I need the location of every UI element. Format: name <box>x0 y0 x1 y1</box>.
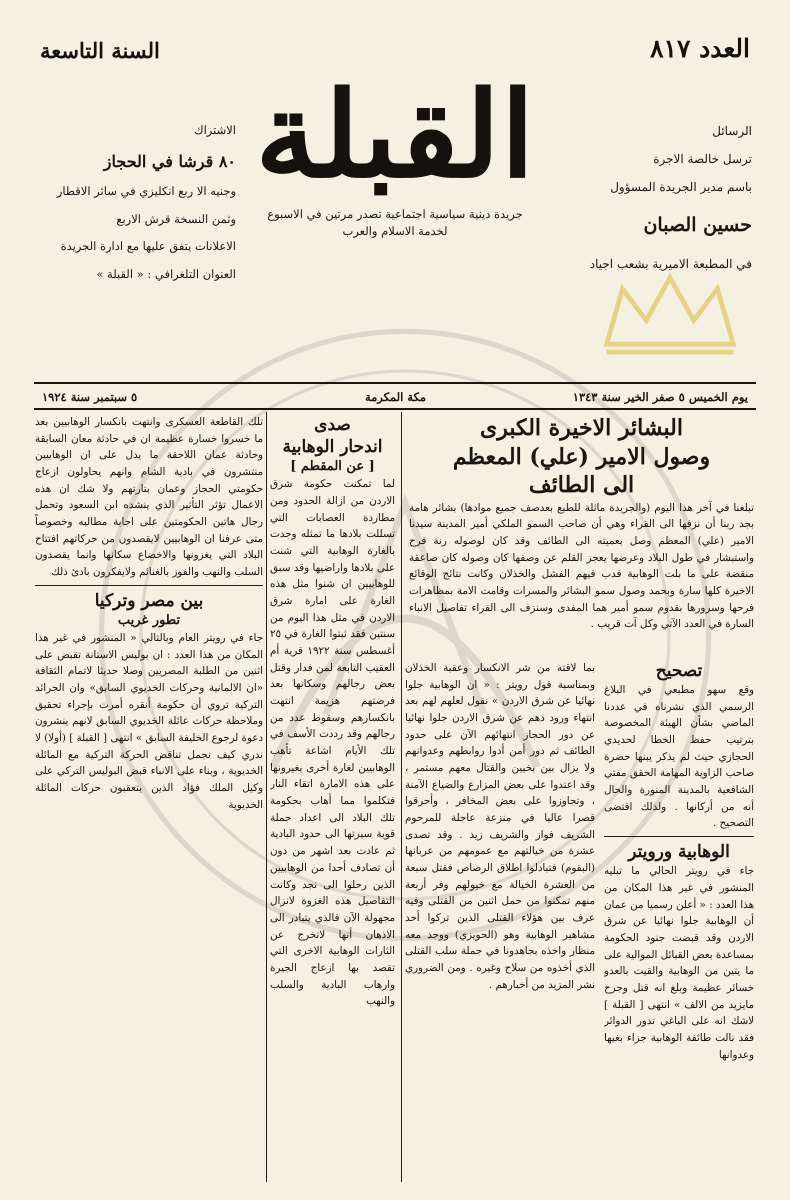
sub-copy-price: وثمن النسخة قرش الاربع <box>116 211 236 226</box>
info-letters: الرسائل <box>712 124 752 138</box>
lead-headline-3: الى الطائف <box>528 472 635 499</box>
column-divider <box>401 412 402 1182</box>
sub-heading: الاشتراك <box>194 123 236 137</box>
divider <box>35 585 263 586</box>
dateline-gregorian: ٥ سبتمبر سنة ١٩٢٤ <box>42 390 138 404</box>
lead-headline-1: البشائر الاخيرة الكبرى <box>480 415 683 441</box>
sub-telegraph: العنوان التلغرافي : « القبلة » <box>96 266 236 281</box>
reuters-headline: الوهابية ورويتر <box>628 842 730 863</box>
lead-body: تبلغنا في آخر هذا اليوم (والجريدة ماثلة للطبع بعدصف جميع موادها) بشائر هامة بجد ربنا أن نزفها الى القراء وهي أن صاحب السمو الملكي أمير المدينة سيدنا الامير (علي) المعظم وصل بعميته الى الطائف وقد كان لوصوله رنة فرح واستبشار في طول البلاد وعرضها يعجز القلم عن وصفها كان وصوله كان صاعقة منقضة على ما بلت الوهابية فدب فيهم الفشل والخذلان وكانت نتائج الوقائع الاخيرة كلها سارة وبحمد وصول سمو البشائر والمسرات وقامت الامة بمظاهرات فرحها وسرورها بقدوم سمو أمير هما المفدى وسنزف الى القراء تفاصيل الانباء السارة في العدد الآتي وكل آت قريب . <box>409 501 754 631</box>
echo-source: [ عن المقطم ] <box>290 459 375 475</box>
subtitle-line-1: جريدة دينية سياسية اجتماعية تصدر مرتين في الاسبوع <box>267 207 523 221</box>
echo-headline-2: اندحار الوهابية <box>282 437 383 458</box>
newspaper-title: القبلة <box>255 65 535 204</box>
col3-top-body: تلك القاطعة العسكرى وانتهت بانكسار الوهابيين بعد ما خسروا خسارة عظيمة ان في حادثة معان السابقة وحادثة عمان اللاحقة ما يدل على ان الوهابيين منتشرون في بادية الشام وانهم يحاولون ازعاج حكومتي الحجاز وعمان بتارتهم ولا شك ان هذه الاعمال تؤثر التأثير الذي ينشده ابن السعود وتحمل رجال هاتين الحكومتين على اجابة مطالبه وخصوصاً متى عرفنا ان الوهابيين لايقصدون من حركاتهم افتتاح البلاد التي يغزونها والاخضاع سكانها وانما يقصدون السلب والنهب والفوز بالغنائم ولايفكرون بادئ ذلك <box>35 416 263 579</box>
egypt-turkey-subheadline: تطور غريب <box>117 612 181 628</box>
egypt-turkey-body: جاء في رويتر العام وبالتالي « المنشور في غير هذا المكان من هذا العدد : ان بوليس الاستانة تقبض على اثنين من الطلبة المصريين وصلا حديثا لاتمام الثقافة «ان الالمانية وحركات الخديوي السابق» وان الجرائد التركية تروي أن حكومة أنقره أمرت بإجراء تحقيق وملاحظة حركات عائلة الخديوي السابق لانهم ينشرون دعوة لرجوع الخليفة السابق » انتهى [ القبلة ] (أولا) لا ندري كيف نجمل تناقض الحركة التركية مع المائلة الخديوية ، وبناء على الانباء قبض البوليس التركي على وكيل الملك فؤاد الذين يتعقبون حركات المائلة الخديوية <box>35 632 263 811</box>
continuation-body: بما لاقته من شر الانكسار وعقبة الخذلان وبمناسبة قول رويتر : « ان الوهابية جلوا نهائيا عن شرق الاردن » نقول لعلهم لهم بعد انتهاء ورود دهم عن شرق الاردن جلوا نهائيا عن دور الحجاز انتهائهم الآن على حدود الطائف ثم دور أمن أدوا روابطهم وعدوانهم ولا يزال بين بخيين والقتال معهم مستمر ، وقد اعتدوا على بعض المزارع والضياع الآمنة ، وتجاوزوا على بعض المخافر ، وأحرقوا قصرا عاليا في منزعة عاجلة للمرحوم الشريف فواز والشريف زيد . وقد تصدى عشرة من خيالتهم مع عمومهم من عربانها (البقوم) فتبادلوا اطلاق الرصاص فقتل سبعة من العشرة الخيالة مع خيولهم وفر أربعة منهم تمكنوا من حمل اثنين من القتلى وفيه عرف بين هؤلاء القتلى الذين تركوا أحد مشاهير الوهابية وهو (الحويزي) ووجد معه منظار واخذه بجاهدونا في جملة سلب القتلى الذي أخذوه من سلاح وغيره . ومن الضروري نشر المزيد من أخبارهم . <box>405 662 595 991</box>
editor-name: حسين الصبان <box>643 213 752 236</box>
lead-headline-2: وصول الامير (علي) المعظم <box>452 443 711 470</box>
dateline-hijri: يوم الخميس ٥ صفر الخير سنة ١٣٤٣ <box>572 390 748 404</box>
lead-article <box>409 414 754 635</box>
egypt-turkey-headline: بين مصر وتركيا <box>94 590 204 611</box>
echo-body: لما تمكنت حكومة شرق الاردن من ازالة الحدود ومن مطاردة العصابات التي تسللت بلادها ما تمثله وجدت بالغارة الوهابية التي شنت على بلادها واراضيها وقد سبق للوهابيين ان شنوا مثل هذه الغارة على امارة شرق الاردن في مثل هذا اليوم من سنتين فقد ثبتوا الغارة في ٢٥ أغسطس سنة ١٩٢٢ قرية أم العقيب التابعة لمن فدار وقتل بعض رجالهم وسكانها بعد فرصتهم هزيمة انتهت بانكسارهم وسقوط عدد من رجالهم وقد رددت الأسف في تلك الأيام اشاعة تأهب الوهابيين لغارة أخرى يغيرونها على هذه الامارة اتقاء النار فتكلموا مما أهاب بحكومة تلك البلاد الى اعداد حملة قوية سيرتها الى حدود البادية ثم عادت بعد اشهر من دون أن تصادف أحدا من الوهابيين الذين رحلوا الى نجد وكانت التفاصيل هذه الغزوة لانزال مجهولة الآن فالذي يتبادر الى الاذهان أنها لاتخرج عن الثارات الوهابية الاخرى التي تقصد بها ازعاج الجيرة وارهاب البادية والسلب والنهب <box>270 478 395 1008</box>
correction-body: وقع سهو مطبعي في البلاغ الرسمي الذي نشرناه في عددنا الماضي بشأن الهيئة المخصوصة بترتيب حفظ الخطا لحديدي الحجازي حيث لم يذكر يبنها حضرة صاحب الزاوية المهامة الحقق مفتي الشافعية بالمدينة المنورة والحال أنه من أركانها . ولذلك اقتضى التصحيح . <box>604 684 754 830</box>
subtitle-line-2: لخدمة الاسلام والعرب <box>342 223 448 238</box>
egypt-turkey-article <box>35 414 263 815</box>
column-divider <box>266 412 267 1182</box>
dateline <box>34 382 756 410</box>
continuation-article <box>405 660 595 995</box>
correction-headline: تصحيح <box>655 661 703 681</box>
info-press: في المطبعة الاميرية بشعب اجياد <box>589 257 752 272</box>
sub-price-hijaz: ٨٠ قرشا في الحجاز <box>103 151 236 171</box>
reuters-body: جاء في رويتر الحالي ما تبليه المنشور في غير هذا المكان من هذا العدد : « أعلن رسميا من عمان أن الوهابية جلوا نهائيا عن شرق الاردن وقد قبضت جنود الحكومة بمساعدة بعض القبائل الموالية على ما يتين من الوهابية والقيت بالعدو خسائر عظيمة وبلغ انه قتل وجرح مايزيد من الالف » انتهى [ القبلة ] لاشك انه على الباغي تدور الدوائر فقد نالت طائفة الوهابية جزاء بغيها وعدوانها <box>604 865 754 1061</box>
echo-article <box>270 414 395 1012</box>
publisher-info <box>582 123 752 284</box>
sub-price-abroad: وجنيه الا ربع انكليزي في سائر الاقطار <box>56 184 236 199</box>
sub-ads: الاعلانات يتفق عليها مع ادارة الجريدة <box>60 239 236 254</box>
divider <box>604 836 754 837</box>
dateline-place: مكة المكرمة <box>364 390 426 404</box>
masthead-subtitle <box>215 206 575 239</box>
year-label: السنة التاسعة <box>40 38 160 63</box>
info-prepaid: ترسل خالصة الاجرة <box>653 152 752 167</box>
issue-number: العدد ٨١٧ <box>650 34 750 63</box>
masthead <box>215 65 575 296</box>
subscription-info <box>36 123 236 294</box>
correction-article <box>604 660 754 1065</box>
info-editor: باسم مدير الجريدة المسؤول <box>610 180 752 195</box>
echo-headline-1: صدى <box>314 415 351 435</box>
